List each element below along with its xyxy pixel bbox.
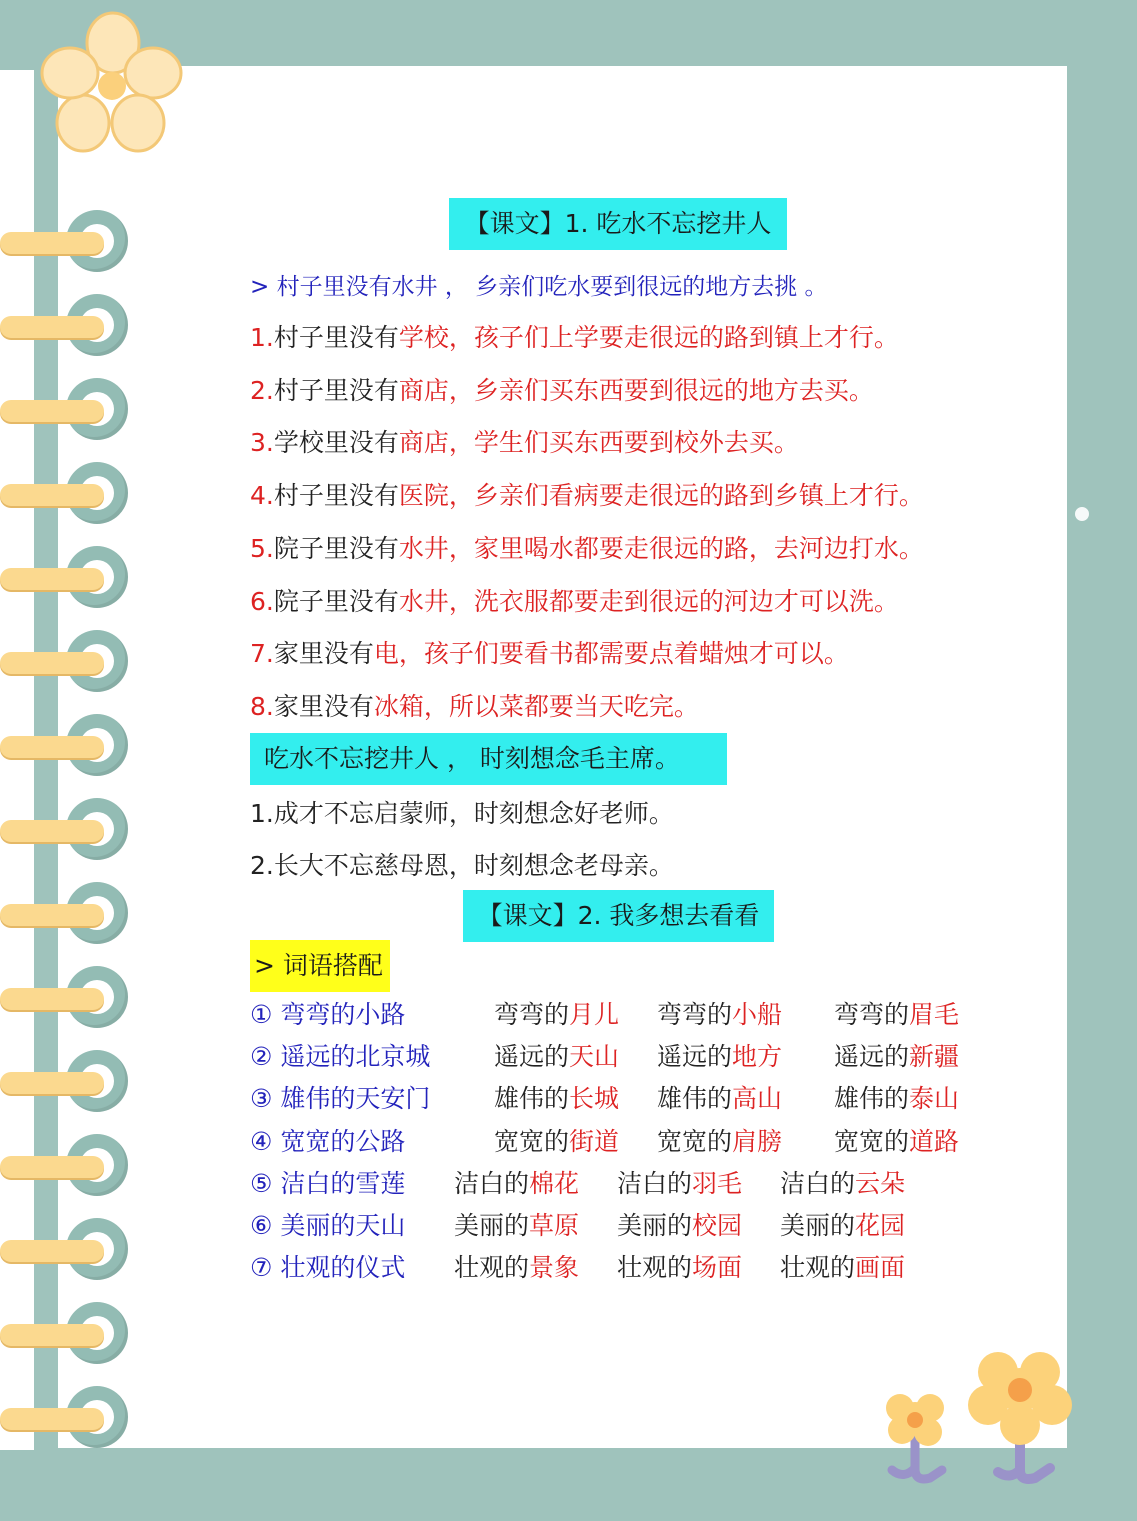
collocation-pair: 遥远的地方 xyxy=(657,1042,783,1072)
collocation-pair: 雄伟的泰山 xyxy=(834,1084,960,1114)
sentence-number: 7. xyxy=(250,639,274,669)
collocation-pair: 弯弯的月儿 xyxy=(494,1000,620,1029)
sentence-number: 1. xyxy=(250,323,274,352)
sparkle-icon xyxy=(1072,504,1092,524)
sentence-item xyxy=(250,690,699,724)
sentence-completion: 学校，孩子们上学要走很远的路到镇上才行。 xyxy=(398,323,899,352)
collocation-pair: 宽宽的街道 xyxy=(494,1126,620,1156)
sentence-stem: 院子里没有 xyxy=(273,533,399,563)
collocation-pair: 美丽的校园 xyxy=(617,1211,743,1240)
collocation-lead: ② 遥远的北京城 xyxy=(250,1042,431,1072)
sentence-number: 4. xyxy=(250,481,274,511)
collocation-pair: 洁白的云朵 xyxy=(780,1168,906,1198)
pattern2-heading: 吃水不忘挖井人 ， 时刻想念毛主席。 xyxy=(250,733,727,785)
binding-ring xyxy=(0,1134,130,1198)
collocation-pair: 美丽的花园 xyxy=(780,1211,906,1240)
sentence-completion: 商店，乡亲们买东西要到很远的地方去买。 xyxy=(398,375,874,405)
sentence-completion: 医院，乡亲们看病要走很远的路到乡镇上才行。 xyxy=(398,481,924,511)
sentence-completion: 水井，家里喝水都要走很远的路，去河边打水。 xyxy=(398,533,924,563)
collocation-pair: 弯弯的眉毛 xyxy=(834,1000,960,1029)
binding-ring xyxy=(0,210,130,274)
sentence-number: 5. xyxy=(250,533,274,563)
sentence-completion: 电，孩子们要看书都需要点着蜡烛才可以。 xyxy=(373,639,849,669)
sentence-stem: 村子里没有 xyxy=(273,375,399,405)
binding-ring xyxy=(0,1386,130,1450)
sentence-item xyxy=(250,532,924,566)
collocation-pair: 美丽的草原 xyxy=(454,1211,580,1240)
collocation-pair: 雄伟的长城 xyxy=(494,1084,620,1114)
sentence-item xyxy=(250,637,849,671)
collocation-pair: 宽宽的肩膀 xyxy=(657,1126,783,1156)
sentence-stem: 学校里没有 xyxy=(273,428,399,458)
sentence-stem: 村子里没有 xyxy=(273,481,399,511)
sentence-number: 2. xyxy=(250,375,274,405)
pattern2-item: 1.成才不忘启蒙师，时刻想念好老师。 xyxy=(250,799,674,828)
collocation-lead: ③ 雄伟的天安门 xyxy=(250,1084,431,1114)
lesson2-title: 【课文】2. 我多想去看看 xyxy=(463,890,774,942)
collocation-pair: 弯弯的小船 xyxy=(657,1000,783,1029)
sentence-stem: 家里没有 xyxy=(273,691,374,721)
sentence-item xyxy=(250,479,924,513)
binding-ring xyxy=(0,546,130,610)
sentence-item xyxy=(250,426,799,460)
sentence-completion: 水井，洗衣服都要走到很远的河边才可以洗。 xyxy=(398,586,899,616)
binding-ring xyxy=(0,630,130,694)
pattern2-item: 2.长大不忘慈母恩，时刻想念老母亲。 xyxy=(250,851,674,880)
lesson1-title: 【课文】1. 吃水不忘挖井人 xyxy=(449,198,787,250)
collocation-lead: ④ 宽宽的公路 xyxy=(250,1126,406,1156)
collocation-pair: 洁白的棉花 xyxy=(454,1168,580,1198)
sentence-number: 6. xyxy=(250,586,274,616)
binding-ring xyxy=(0,798,130,862)
sentence-stem: 院子里没有 xyxy=(273,586,399,616)
binding-ring xyxy=(0,966,130,1030)
collocation-pair: 壮观的画面 xyxy=(780,1253,906,1283)
sentence-completion: 商店，学生们买东西要到校外去买。 xyxy=(398,428,799,458)
collocation-pair: 雄伟的高山 xyxy=(657,1084,783,1114)
example-sentence: > 村子里没有水井 ， 乡亲们吃水要到很远的地方去挑 。 xyxy=(250,274,828,300)
sentence-stem: 家里没有 xyxy=(273,639,374,669)
collocation-pair: 壮观的场面 xyxy=(617,1253,743,1283)
binding-ring xyxy=(0,378,130,442)
section-heading: > 词语搭配 xyxy=(250,940,390,992)
collocation-pair: 遥远的新疆 xyxy=(834,1042,960,1072)
binding-ring xyxy=(0,1050,130,1114)
binding-ring xyxy=(0,1302,130,1366)
collocation-lead: ① 弯弯的小路 xyxy=(250,1000,406,1029)
sentence-item xyxy=(250,321,899,355)
collocation-lead: ⑦ 壮观的仪式 xyxy=(250,1253,406,1283)
collocation-lead: ⑥ 美丽的天山 xyxy=(250,1211,406,1240)
collocation-pair: 遥远的天山 xyxy=(494,1042,620,1072)
flower-icon xyxy=(880,1350,1080,1500)
binding-ring xyxy=(0,1218,130,1282)
collocation-pair: 壮观的景象 xyxy=(454,1253,580,1283)
sentence-completion: 冰箱，所以菜都要当天吃完。 xyxy=(373,691,699,721)
binding-ring xyxy=(0,462,130,526)
collocation-pair: 宽宽的道路 xyxy=(834,1126,960,1156)
sentence-item xyxy=(250,585,899,619)
binding-ring xyxy=(0,294,130,358)
binding-ring xyxy=(0,714,130,778)
sentence-item xyxy=(250,374,874,408)
collocation-pair: 洁白的羽毛 xyxy=(617,1168,743,1198)
sentence-number: 3. xyxy=(250,428,274,458)
sentence-stem: 村子里没有 xyxy=(273,323,399,352)
sentence-number: 8. xyxy=(250,691,274,721)
flower-icon xyxy=(38,8,188,158)
binding-ring xyxy=(0,882,130,946)
collocation-lead: ⑤ 洁白的雪莲 xyxy=(250,1168,406,1198)
